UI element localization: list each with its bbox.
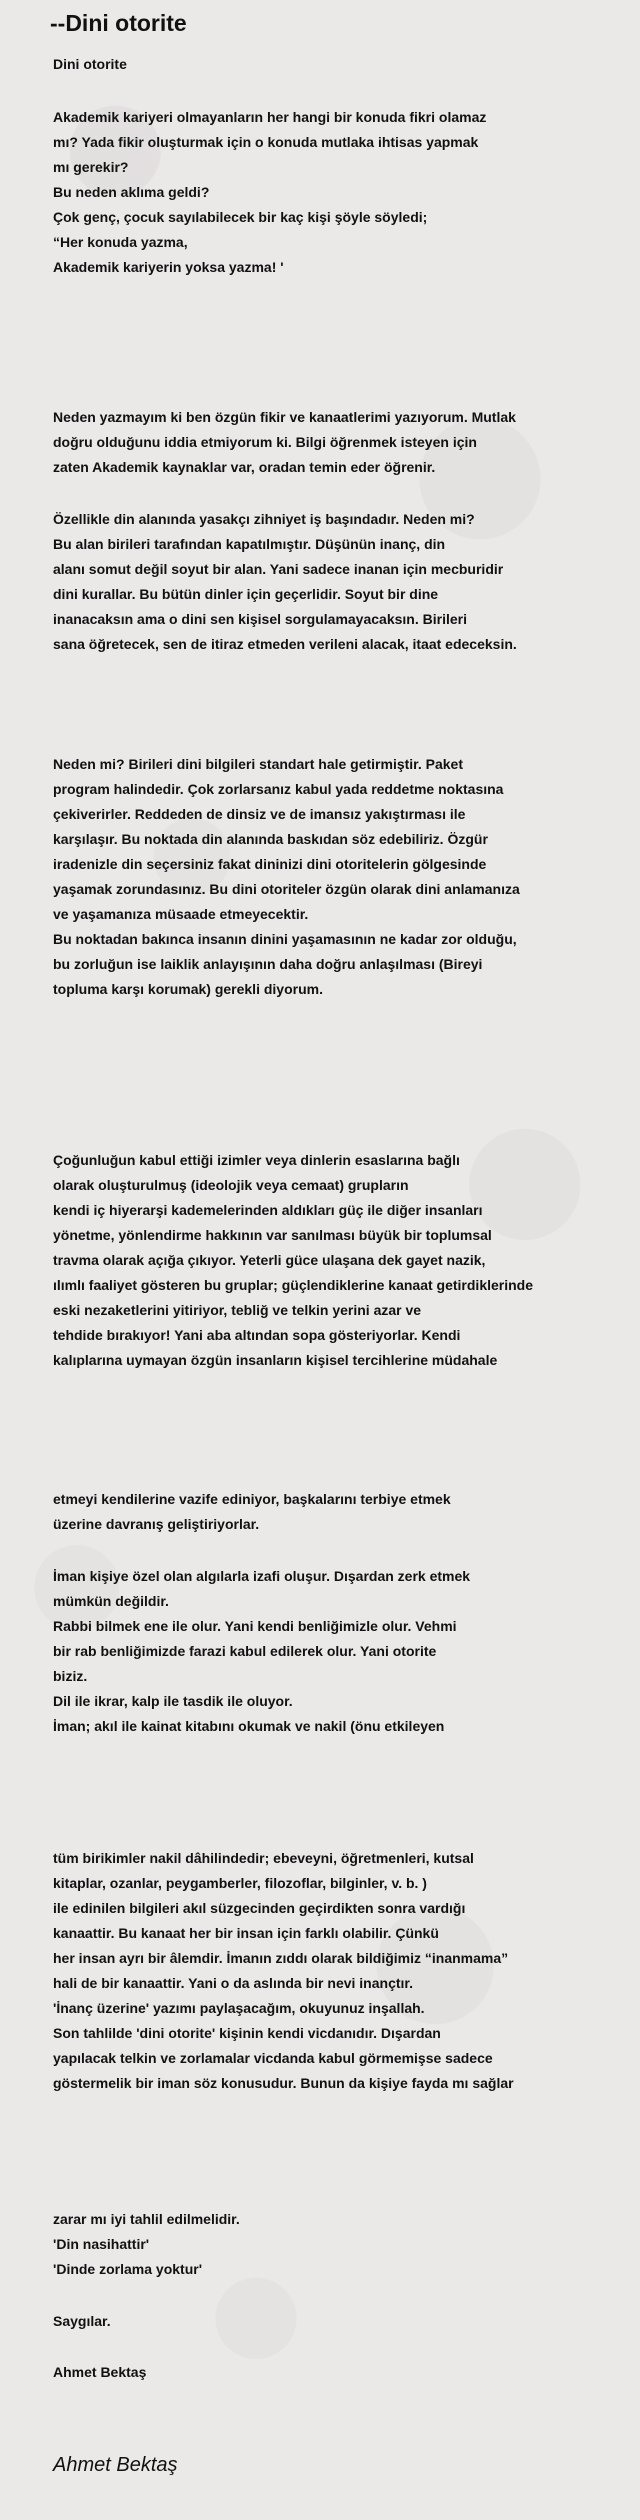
stanza-2: Neden yazmayım ki ben özgün fikir ve kanaatlerimi yazıyorum. Mutlak doğru olduğunu iddia etmiyorum ki. Bilgi öğrenmek isteyen için zaten Akademik kaynaklar var, oradan temin eder öğrenir. bbox=[53, 409, 516, 475]
stanza-4: Neden mi? Birileri dini bilgileri standart hale getirmiştir. Paket program halindedir. Çok zorlarsanız kabul yada reddetme noktasına çekiverirler. Reddeden de dinsiz ve de imansız yakıştırması ile karşılaşır. Bu noktada din alanında baskıdan söz edebiliriz. Özgür iradenizle din seçersiniz fakat dininizi dini otoritelerin gölgesinde yaşamak zorundasınız. Bu dini otoriteler özgün olarak dini anlamanıza ve yaşamanıza müsaade etmeyecektir. Bu noktadan bakınca insanın dinini yaşamasının ne kadar zor olduğu, bu zorluğun ise laiklik anlayışının daha doğru anlaşılması (Bireyi topluma karşı korumak) gerekli diyorum. bbox=[53, 756, 520, 997]
poem-subtitle: Dini otorite bbox=[53, 56, 127, 72]
stanza-1: Akademik kariyeri olmayanların her hangi bir konuda fikri olamaz mı? Yada fikir oluşturmak için o konuda mutlaka ihtisas yapmak mı gerekir? Bu neden aklıma geldi? Çok genç, çocuk sayılabilecek bir kaç kişi şöyle söyledi; “Her konuda yazma, Akademik kariyerin yoksa yazma! ' bbox=[53, 109, 487, 275]
closing-signature: Ahmet Bektaş bbox=[53, 2364, 147, 2380]
stanza-6: etmeyi kendilerine vazife ediniyor, başkalarını terbiye etmek üzerine davranış geliştiriyorlar. bbox=[53, 1491, 451, 1532]
page-title: --Dini otorite bbox=[50, 10, 187, 36]
stanza-8: tüm birikimler nakil dâhilindedir; ebeveyni, öğretmenleri, kutsal kitaplar, ozanlar, peygamberler, filozoflar, bilginler, v. b. ) ile edinilen bilgileri akıl süzgecinden geçirdikten sonra vardığı kanaattir. Bu kanaat her bir insan için farklı olabilir. Çünkü her insan ayrı bir âlemdir. İmanın zıddı olarak bildiğimiz “inanmama” hali de bir kanaattir. Yani o da aslında bir nevi inançtır. 'İnanç üzerine' yazımı paylaşacağım, okuyunuz inşallah. Son tahlilde 'dini otorite' kişinin kendi vicdanıdır. Dışardan yapılacak telkin ve zorlamalar vicdanda kabul görmemişse sadece göstermelik bir iman söz konusudur. Bunun da kişiye fayda mı sağlar bbox=[53, 1850, 514, 2091]
closing-greeting: Saygılar. bbox=[53, 2313, 111, 2329]
stanza-3: Özellikle din alanında yasakçı zihniyet iş başındadır. Neden mi? Bu alan birileri tarafından kapatılmıştır. Düşünün inanç, din alanı somut değil soyut bir alan. Yani sadece inanan için mecburidir dini kurallar. Bu bütün dinler için geçerlidir. Soyut bir dine inanacaksın ama o dini sen kişisel sorgulamayacaksın. Birileri sana öğretecek, sen de itiraz etmeden verileni alacak, itaat edeceksin. bbox=[53, 511, 517, 652]
stanza-5: Çoğunluğun kabul ettiği izimler veya dinlerin esaslarına bağlı olarak oluşturulmuş (ideolojik veya cemaat) grupların kendi iç hiyerarşi kademelerinden aldıkları güç ile diğer insanları yönetme, yönlendirme hakkının var sanılması büyük bir toplumsal travma olarak açığa çıkıyor. Yeterli güce ulaşana dek gayet nazik, ılımlı faaliyet gösteren bu gruplar; güçlendiklerine kanaat getirdiklerinde eski nezaketlerini yitiriyor, tebliğ ve telkin yerini azar ve tehdide bırakıyor! Yani aba altından sopa gösteriyorlar. Kendi kalıplarına uymayan özgün insanların kişisel tercihlerine müdahale bbox=[53, 1152, 534, 1368]
author-signature[interactable]: Ahmet Bektaş bbox=[53, 2454, 178, 2476]
stanza-7: İman kişiye özel olan algılarla izafi oluşur. Dışardan zerk etmek mümkün değildir. Rabbi bilmek ene ile olur. Yani kendi benliğimizle olur. Vehmi bir rab benliğimizde farazi kabul edilerek olur. Yani otorite biziz. Dil ile ikrar, kalp ile tasdik ile oluyor. İman; akıl ile kainat kitabını okumak ve nakil (önu etkileyen bbox=[53, 1568, 471, 1734]
stanza-9: zarar mı iyi tahlil edilmelidir. 'Din nasihattir' 'Dinde zorlama yoktur' bbox=[53, 2211, 240, 2277]
